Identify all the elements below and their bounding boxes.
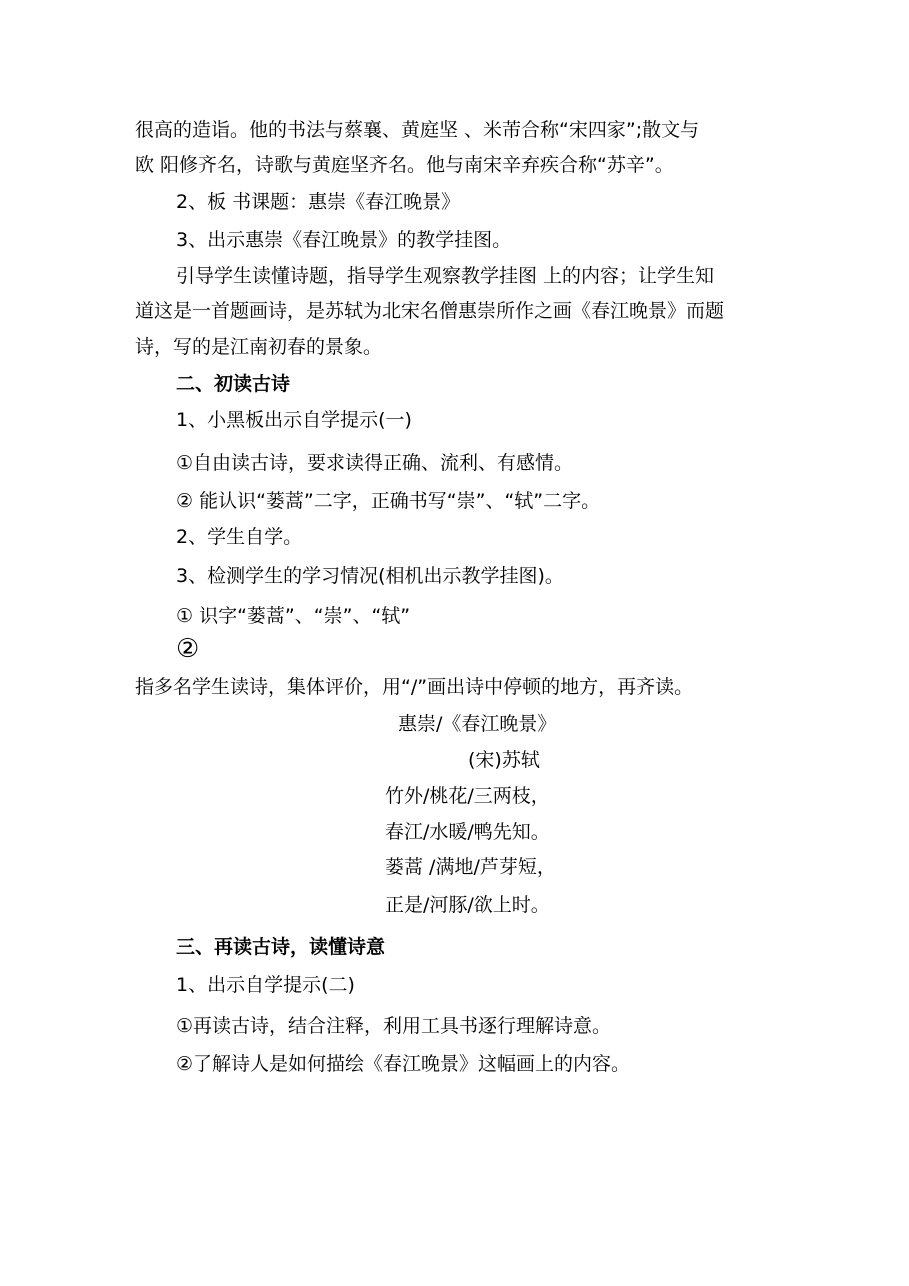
section-3-item-1b: ②了解诗人是如何描绘《春江晚景》这幅画上的内容。 (176, 1053, 631, 1075)
poem-line: 竹外/桃花/三两枝， (385, 785, 550, 807)
section-2-item-1a: ①自由读古诗，要求读得正确、流利、有感情。 (176, 452, 574, 474)
poem-author: (宋)苏轼 (468, 749, 540, 771)
section-2-item-2: 2、学生自学。 (176, 526, 303, 548)
guide-line-1: 引导学生读懂诗题，指导学生观察教学挂图 上的内容；让学生知 (176, 265, 715, 287)
guide-line-3: 诗，写的是江南初春的景象。 (135, 336, 383, 358)
step-2-text: 2、板 书课题：惠崇《春江晚景》 (176, 191, 461, 213)
poem-line: 正是/河豚/欲上时。 (385, 894, 550, 916)
poem-line: 蒌蒿 /满地/芦芽短， (385, 856, 556, 878)
step-3-text: 3、出示惠崇《春江晚景》的教学挂图。 (176, 229, 512, 251)
intro-line-2: 欧 阳修齐名，诗歌与黄庭坚齐名。他与南宋辛弃疾合称“苏辛”。 (135, 154, 674, 176)
poem-title: 惠崇/《春江晚景》 (398, 713, 557, 735)
section-2-item-3b-mark: ② (176, 634, 200, 664)
section-2-item-1: 1、小黑板出示自学提示(一) (176, 409, 412, 431)
poem-line: 春江/水暖/鸭先知。 (385, 821, 550, 843)
intro-line-1: 很高的造诣。他的书法与蔡襄、黄庭坚 、米芾合称“宋四家”;散文与 (135, 119, 700, 141)
section-2-item-3b: 指多名学生读诗，集体评价，用“/”画出诗中停顿的地方，再齐读。 (135, 676, 694, 698)
section-3-heading: 三、再读古诗，读懂诗意 (176, 936, 386, 958)
section-2-item-1b: ② 能认识“蒌蒿”二字，正确书写“崇”、“轼”二字。 (176, 490, 601, 512)
guide-line-2: 道这是一首题画诗，是苏轼为北宋名僧惠崇所作之画《春江晚景》而题 (135, 300, 725, 322)
section-2-item-3: 3、检测学生的学习情况(相机出示教学挂图)。 (176, 565, 564, 587)
section-2-heading: 二、初读古诗 (176, 373, 291, 395)
section-2-item-3a: ① 识字“蒌蒿”、“崇”、“轼” (176, 605, 411, 627)
section-3-item-1a: ①再读古诗，结合注释，利用工具书逐行理解诗意。 (176, 1015, 612, 1037)
section-3-item-1: 1、出示自学提示(二) (176, 974, 355, 996)
